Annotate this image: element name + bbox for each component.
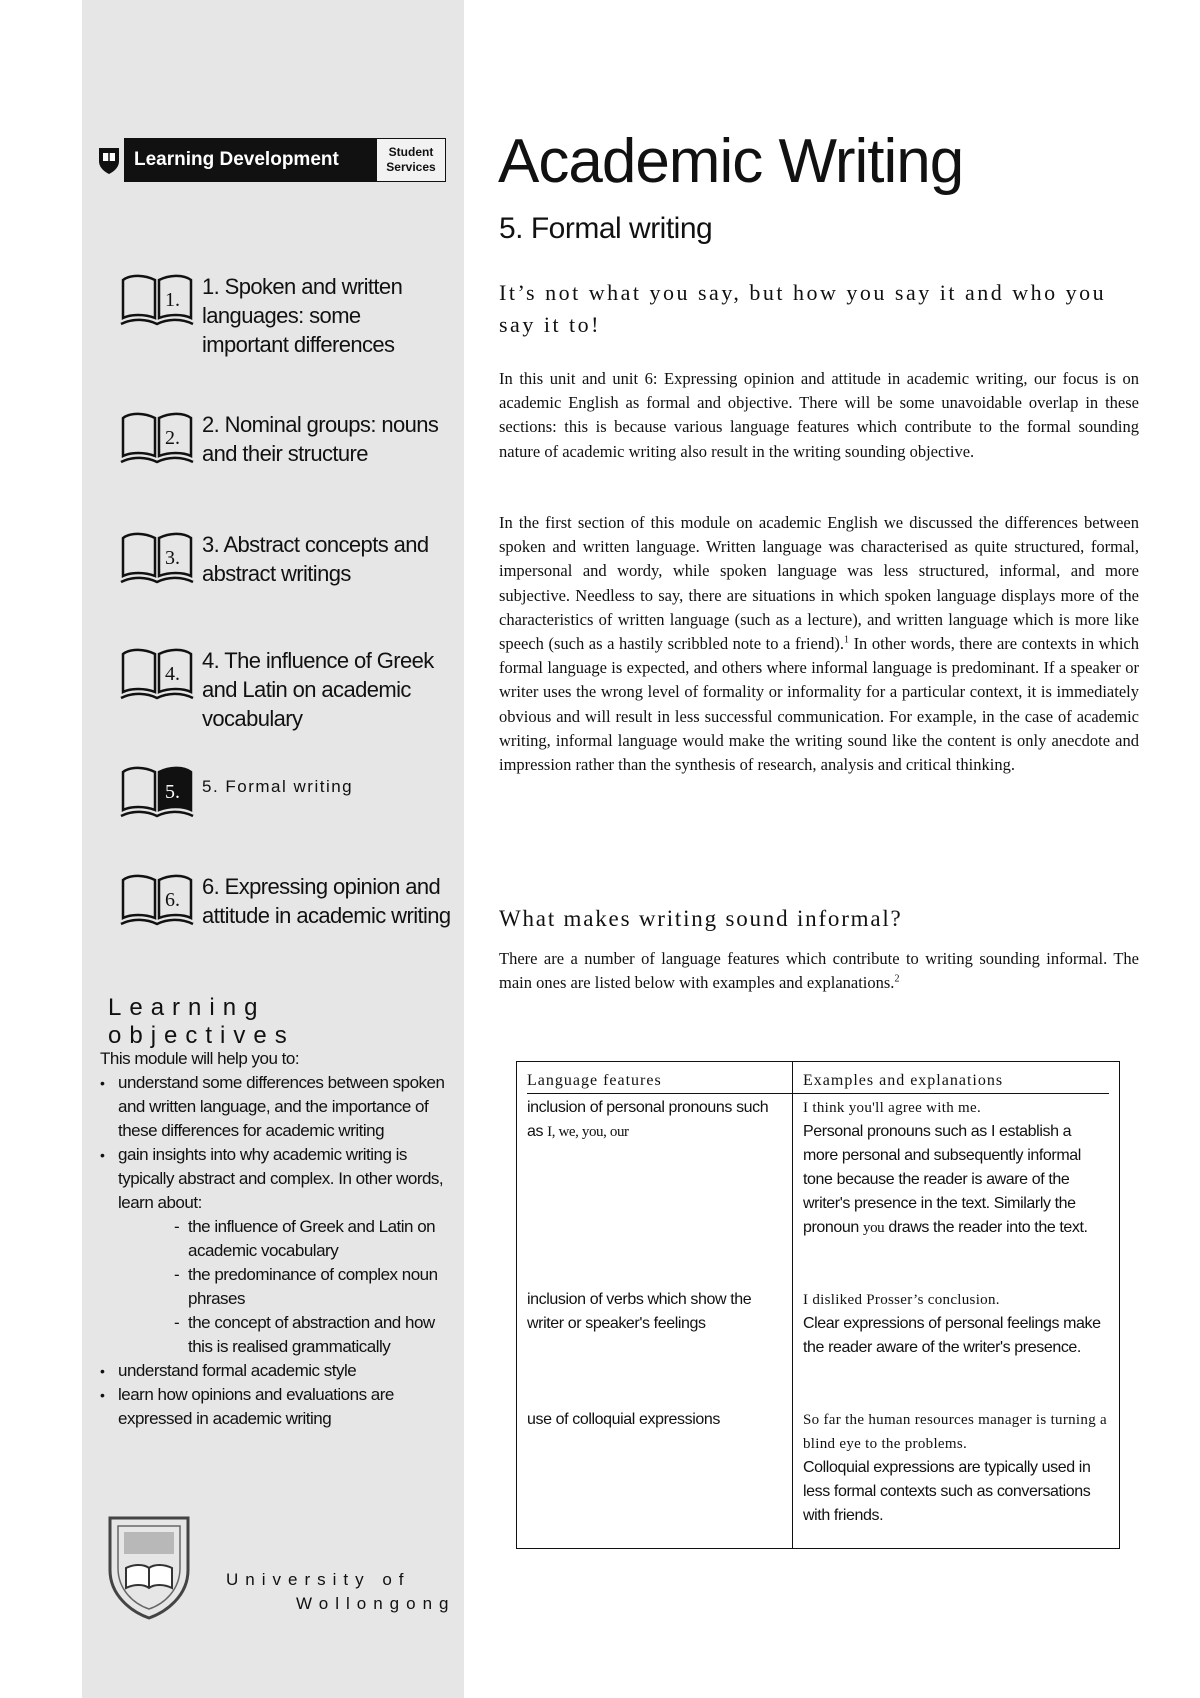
objective-subitem: - the predominance of complex noun phrases bbox=[174, 1263, 460, 1311]
table-header-examples: Examples and explanations bbox=[803, 1072, 1004, 1089]
objective-item: • learn how opinions and evaluations are expressed in academic writing bbox=[100, 1383, 460, 1431]
open-book-icon-filled bbox=[112, 764, 202, 822]
language-features-table bbox=[516, 1061, 1120, 1549]
open-book-icon bbox=[112, 530, 202, 588]
unit-label: 5. Formal writing bbox=[202, 777, 354, 796]
page-title: Academic Writing bbox=[498, 127, 964, 196]
intro-paragraph: In this unit and unit 6: Expressing opinion and attitude in academic writing, our focus is on academic English as formal and objective. There will be some unavoidable overlap in these sections: this is because various language features which contribute to the formal sounding nature of academic writing also result in the writing sounding objective. bbox=[499, 369, 1139, 461]
shield-icon bbox=[94, 138, 124, 182]
explanation-text: Clear expressions of personal feelings make the reader aware of the writer's presence. bbox=[803, 1315, 1101, 1356]
unit-label: 1. Spoken and written languages: some important differences bbox=[202, 274, 403, 357]
explanation-inline: you bbox=[862, 1220, 885, 1236]
table-row-2-feature: inclusion of verbs which show the writer or speaker's feelings bbox=[527, 1291, 752, 1332]
university-crest-icon bbox=[104, 1512, 194, 1622]
unit-label: 2. Nominal groups: nouns and their structure bbox=[202, 412, 439, 466]
table-header-features: Language features bbox=[527, 1072, 662, 1089]
explanation-text: Colloquial expressions are typically used in less formal contexts such as conversations with friends. bbox=[803, 1459, 1091, 1524]
unit-title: 5. Formal writing bbox=[499, 212, 713, 245]
logo-side-text bbox=[376, 138, 446, 182]
footnote-ref-2: 2 bbox=[894, 973, 900, 985]
unit-link-5-current[interactable] bbox=[112, 764, 452, 822]
unit-link-3[interactable] bbox=[112, 530, 452, 588]
section-heading: What makes writing sound informal? bbox=[499, 906, 903, 931]
example-sentence: I think you'll agree with me. bbox=[803, 1100, 982, 1116]
unit-link-4[interactable] bbox=[112, 646, 452, 733]
unit-link-2[interactable] bbox=[112, 410, 452, 468]
column-divider bbox=[792, 1062, 793, 1548]
university-name-line2: Wollongong bbox=[296, 1594, 456, 1613]
unit-label: 6. Expressing opinion and attitude in academic writing bbox=[202, 874, 451, 928]
sidebar bbox=[82, 0, 464, 1698]
explanation-text bbox=[803, 1120, 1109, 1240]
table-row-1-explanation bbox=[803, 1096, 1109, 1240]
university-name-line1: University of bbox=[226, 1570, 411, 1589]
unit-link-6[interactable] bbox=[112, 872, 452, 930]
unit-label: 3. Abstract concepts and abstract writings bbox=[202, 532, 429, 586]
table-row-1-feature bbox=[527, 1096, 785, 1144]
objectives-list bbox=[100, 1071, 460, 1431]
objective-subitem: - the influence of Greek and Latin on academic vocabulary bbox=[174, 1215, 460, 1263]
objective-subitem: - the concept of abstraction and how this is realised grammatically bbox=[174, 1311, 460, 1359]
objective-item-text: gain insights into why academic writing is typically abstract and complex. In other words, learn about: bbox=[118, 1145, 444, 1212]
unit-number: 1. bbox=[165, 289, 180, 311]
unit-number: 6. bbox=[165, 889, 180, 911]
table-row-2-explanation bbox=[803, 1288, 1109, 1360]
open-book-icon bbox=[112, 410, 202, 468]
feature-text: inclusion of personal pronouns such as bbox=[527, 1099, 769, 1140]
learning-development-logo bbox=[94, 138, 446, 182]
logo-side-line1: Student bbox=[388, 145, 434, 159]
section-paragraph bbox=[499, 947, 1139, 995]
logo-side-line2: Services bbox=[386, 160, 436, 174]
explanation-part2: draws the reader into the text. bbox=[884, 1219, 1088, 1236]
unit-label: 4. The influence of Greek and Latin on academic vocabulary bbox=[202, 648, 434, 731]
example-sentence: I disliked Prosser’s conclusion. bbox=[803, 1292, 1000, 1308]
body-paragraph-part2: In other words, there are contexts in which formal language is expected, and others where informal language is predominant. If a speaker or writer uses the wrong level of formality or informality for a particular context, it is immediately obvious and will result in less successful communication. For example, in the case of academic writing, informal language would make the writing sound like the content is only anecdote and impression rather than the synthesis of research, analysis and critical thinking. bbox=[499, 634, 1139, 775]
open-book-icon bbox=[112, 646, 202, 704]
objectives-intro: This module will help you to: bbox=[100, 1049, 300, 1068]
objective-sublist bbox=[118, 1215, 460, 1359]
table-row-3-explanation bbox=[803, 1408, 1109, 1528]
unit-number: 2. bbox=[165, 427, 180, 449]
footnote-ref-1: 1 bbox=[843, 634, 849, 646]
objective-item bbox=[100, 1143, 460, 1359]
logo-main-text: Learning Development bbox=[124, 138, 376, 182]
open-book-icon bbox=[112, 272, 202, 330]
section-paragraph-text: There are a number of language features which contribute to writing sounding informal. The main ones are listed below with examples and explanations. bbox=[499, 949, 1139, 993]
explanation-part1: Personal pronouns such as I establish a more personal and subsequently informal tone because the reader is aware of the writer's presence in the text. Similarly the pronoun bbox=[803, 1123, 1081, 1236]
unit-number: 5. bbox=[165, 781, 180, 803]
table-row-3-feature: use of colloquial expressions bbox=[527, 1411, 720, 1428]
tagline: It’s not what you say, but how you say it and who you say it to! bbox=[499, 280, 1107, 337]
open-book-icon bbox=[112, 872, 202, 930]
example-sentence: So far the human resources manager is turning a blind eye to the problems. bbox=[803, 1412, 1108, 1452]
objective-item: • understand formal academic style bbox=[100, 1359, 460, 1383]
unit-number: 4. bbox=[165, 663, 180, 685]
unit-link-1[interactable] bbox=[112, 272, 452, 359]
body-paragraph bbox=[499, 511, 1139, 777]
objective-item: • understand some differences between spoken and written language, and the importance of these differences for academic writing bbox=[100, 1071, 460, 1143]
body-paragraph-part1: In the first section of this module on academic English we discussed the differences between spoken and written language. Written language was characterised as quite structured, formal, impersonal and wordy, while spoken language was less structured, informal, and more subjective. Needless to say, there are situations in which spoken language displays more of the characteristics of written language (such as a lecture), and written language which is more like speech (such as a hastily scribbled note to a friend). bbox=[499, 513, 1139, 654]
unit-number: 3. bbox=[165, 547, 180, 569]
learning-objectives-heading: Learning objectives bbox=[108, 994, 295, 1049]
header-rule bbox=[527, 1093, 1109, 1094]
feature-inline-example: I, we, you, our bbox=[547, 1124, 629, 1140]
